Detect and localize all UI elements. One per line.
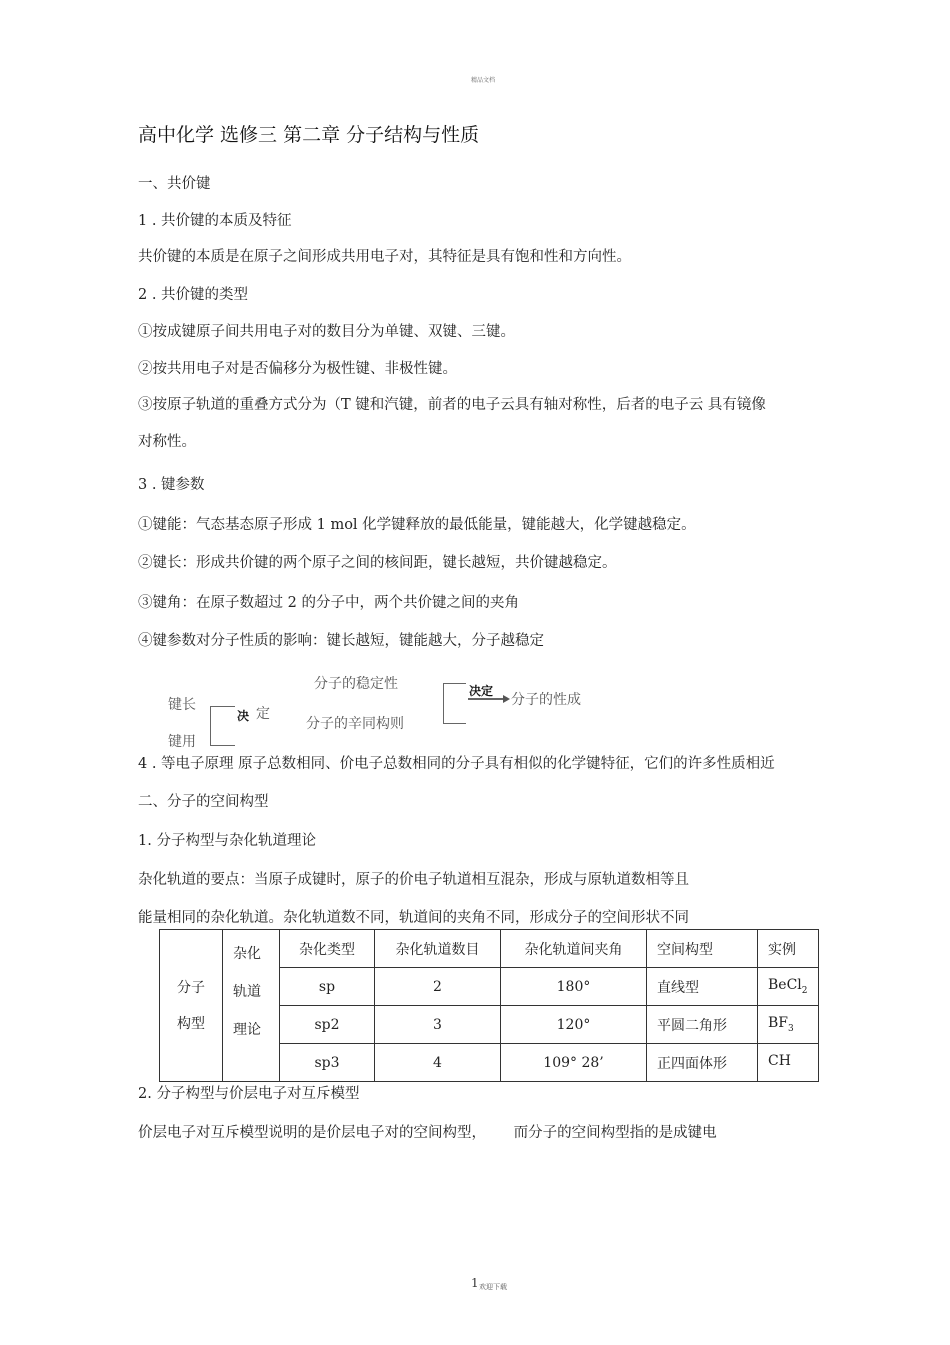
table-cell: sp3: [280, 1044, 375, 1082]
diagram-box-2-label: 决定: [469, 684, 494, 698]
diagram-left-top: 键长: [168, 697, 196, 713]
paragraph-2-2: 价层电子对互斥模型说明的是价层电子对的空间构型， 而分子的空间构型指的是成键电: [138, 1125, 717, 1141]
table-cell: 3: [375, 1006, 501, 1044]
subsection-2-title: 2 . 共价键的类型: [138, 287, 249, 303]
table-col2-line: 杂化: [233, 946, 261, 962]
table-cell-example: [758, 968, 819, 1006]
section-heading-1: 一、共价键: [138, 176, 211, 192]
paragraph-2-1-line1: 杂化轨道的要点：当原子成键时，原子的价电子轨道相互混杂，形成与原轨道数相等且: [138, 872, 689, 888]
subsection-3-title: 3 . 键参数: [138, 477, 205, 493]
example-formula: BeCl: [768, 977, 802, 994]
table-cell-example: [758, 1006, 819, 1044]
diagram-middle-bottom: 分子的辛同构则: [306, 716, 404, 732]
example-subscript: 2: [801, 985, 808, 996]
paragraph-3d: ④键参数对分子性质的影响：键长越短，键能越大，分子越稳定: [138, 633, 544, 649]
table-header-cell: 空间构型: [647, 930, 758, 968]
table-cell: 正四面体形: [647, 1044, 758, 1082]
table-cell-hybrid-theory: [223, 930, 280, 1082]
diagram-arrow-line: [468, 698, 504, 700]
table-col2-line: 理论: [233, 1022, 261, 1038]
paragraph-2b: ②按共用电子对是否偏移分为极性键、非极性键。: [138, 361, 457, 377]
table-cell-example: [758, 1044, 819, 1082]
example-formula: CH: [768, 1053, 791, 1070]
diagram-right: 分子的性成: [511, 692, 581, 708]
paragraph-3a: ①键能：气态基态原子形成 1 mol 化学键释放的最低能量，键能越大，化学键越稳定。: [138, 517, 696, 533]
header-note: 精品文档: [471, 77, 496, 84]
diagram-box-1-label: 决: [237, 709, 250, 723]
table-cell: 2: [375, 968, 501, 1006]
page-title: 高中化学 选修三 第二章 分子结构与性质: [138, 124, 480, 146]
arrow-right-icon: [503, 695, 510, 703]
paragraph-2c-line1: ③按原子轨道的重叠方式分为（T 键和汽键，前者的电子云具有轴对称性，后者的电子云 具有镜像: [138, 397, 766, 413]
table-row: [160, 930, 819, 968]
table-header-cell: 杂化类型: [280, 930, 375, 968]
table-col1-line: 分子: [177, 979, 205, 996]
subsection-2-1-title: 1. 分子构型与杂化轨道理论: [138, 833, 316, 849]
example-formula: BF: [768, 1015, 789, 1032]
section-heading-2: 二、分子的空间构型: [138, 794, 269, 810]
table-header-cell: 杂化轨道数目: [375, 930, 501, 968]
table-header-cell: 实例: [758, 930, 819, 968]
footer-note: 欢迎下载: [479, 1283, 507, 1291]
paragraph-3b: ②键长：形成共价键的两个原子之间的核间距，键长越短，共价键越稳定。: [138, 555, 617, 571]
hybridization-table: [159, 929, 819, 1082]
table-col2-line: 轨道: [233, 984, 261, 1000]
paragraph-2-1-line2: 能量相同的杂化轨道。杂化轨道数不同，轨道间的夹角不同，形成分子的空间形状不同: [138, 910, 689, 926]
table-cell: sp: [280, 968, 375, 1006]
example-subscript: 3: [788, 1023, 794, 1034]
diagram-left-bottom: 键用: [168, 734, 196, 750]
subsection-2-2-title: 2. 分子构型与价层电子对互斥模型: [138, 1086, 360, 1102]
table-cell: 120°: [501, 1006, 647, 1044]
table-cell: 直线型: [647, 968, 758, 1006]
diagram-box-2: [443, 683, 466, 724]
diagram-box-1-after: 定: [256, 706, 270, 722]
table-cell: 平圆二角形: [647, 1006, 758, 1044]
table-cell-molecular-config: [160, 930, 223, 1082]
table-cell: 109° 28’: [501, 1044, 647, 1082]
paragraph-4: 4 . 等电子原理 原子总数相同、价电子总数相同的分子具有相似的化学键特征，它们的许多性质相近: [138, 756, 775, 772]
table-cell: sp2: [280, 1006, 375, 1044]
table-cell: 180°: [501, 968, 647, 1006]
subsection-1-title: 1 . 共价键的本质及特征: [138, 213, 292, 229]
table-header-cell: 杂化轨道间夹角: [501, 930, 647, 968]
table-col1-line: 构型: [177, 1015, 205, 1032]
paragraph-2a: ①按成键原子间共用电子对的数目分为单键、双键、三键。: [138, 324, 515, 340]
paragraph-3c: ③键角：在原子数超过 2 的分子中，两个共价键之间的夹角: [138, 595, 519, 611]
diagram-middle-top: 分子的稳定性: [314, 676, 398, 692]
paragraph-2c-line2: 对称性。: [138, 434, 196, 450]
diagram-box-1: [210, 706, 235, 746]
page-number: 1: [471, 1276, 479, 1290]
table-cell: 4: [375, 1044, 501, 1082]
paragraph-1: 共价键的本质是在原子之间形成共用电子对，其特征是具有饱和性和方向性。: [138, 249, 631, 265]
